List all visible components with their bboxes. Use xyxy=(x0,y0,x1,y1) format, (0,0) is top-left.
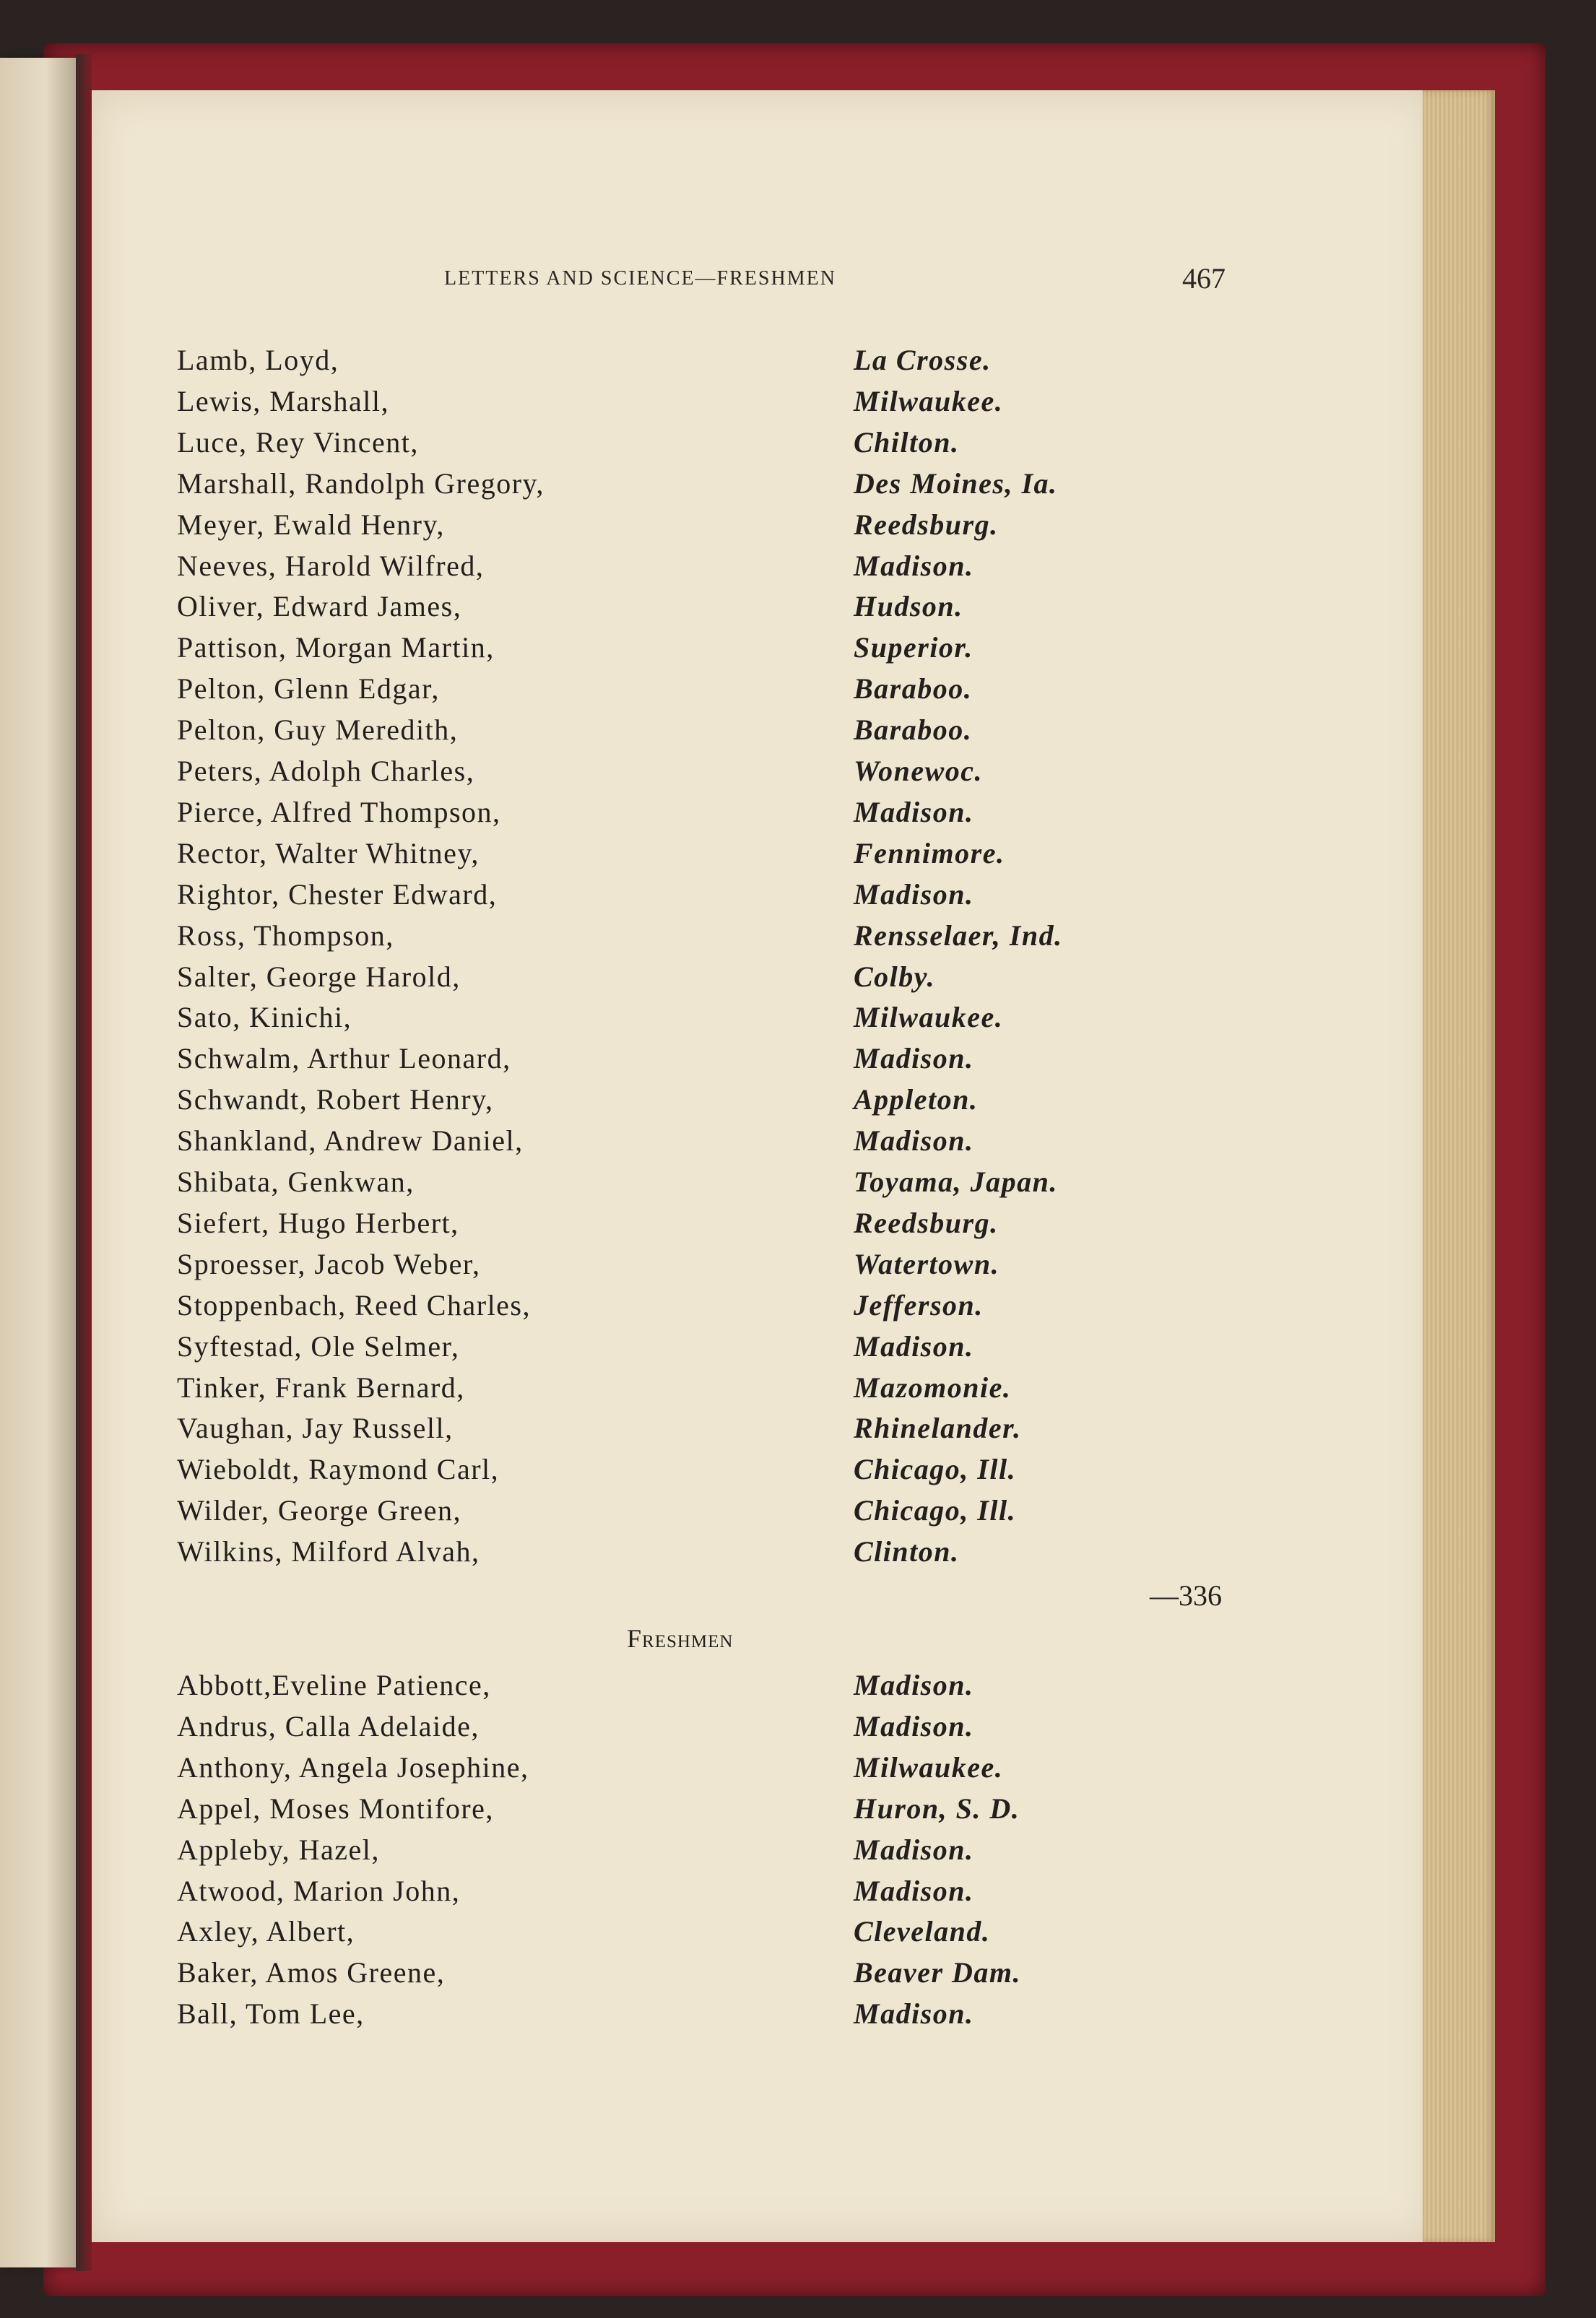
student-name: Rector, Walter Whitney, xyxy=(177,836,480,869)
list-item xyxy=(0,1124,1596,1165)
student-hometown: Watertown. xyxy=(854,1247,1000,1280)
student-hometown: Chilton. xyxy=(854,425,960,459)
student-name: Pelton, Guy Meredith, xyxy=(177,713,459,747)
list-item xyxy=(0,630,1596,672)
list-item xyxy=(0,589,1596,630)
list-item xyxy=(0,1000,1596,1041)
student-name: Sato, Kinichi, xyxy=(177,1001,352,1034)
list-item xyxy=(0,508,1596,549)
student-hometown: Madison. xyxy=(854,1874,974,1907)
student-name: Appel, Moses Montifore, xyxy=(177,1792,494,1825)
student-hometown: Fennimore. xyxy=(854,836,1005,869)
student-hometown: Wonewoc. xyxy=(854,755,984,787)
student-name: Wilkins, Milford Alvah, xyxy=(177,1535,480,1568)
student-name: Lamb, Loyd, xyxy=(177,344,339,376)
student-name: Ross, Thompson, xyxy=(177,919,394,952)
list-item xyxy=(0,1792,1596,1833)
list-item xyxy=(0,960,1596,1001)
student-hometown: Madison. xyxy=(854,1997,974,2031)
running-head: LETTERS AND SCIENCE—FRESHMEN xyxy=(444,267,836,290)
student-hometown: Chicago, Ill. xyxy=(854,1494,1017,1527)
student-name: Luce, Rey Vincent, xyxy=(177,425,419,459)
list-item xyxy=(0,1411,1596,1452)
list-item xyxy=(0,1329,1596,1371)
student-hometown: Madison. xyxy=(854,1124,974,1158)
list-item xyxy=(0,672,1596,713)
student-name: Ball, Tom Lee, xyxy=(177,1997,365,2031)
list-item xyxy=(0,384,1596,425)
list-item xyxy=(0,1955,1596,1997)
list-item xyxy=(0,1914,1596,1955)
list-item xyxy=(0,1041,1596,1082)
student-hometown: La Crosse. xyxy=(854,344,992,376)
student-hometown: Madison. xyxy=(854,1329,974,1363)
list-item xyxy=(0,1206,1596,1247)
student-hometown: Des Moines, Ia. xyxy=(854,466,1058,500)
student-name: Siefert, Hugo Herbert, xyxy=(177,1206,459,1239)
student-name: Marshall, Randolph Gregory, xyxy=(177,466,545,500)
student-hometown: Madison. xyxy=(854,1669,974,1701)
student-name: Schwandt, Robert Henry, xyxy=(177,1083,494,1116)
list-item xyxy=(0,1997,1596,2038)
list-item xyxy=(0,754,1596,795)
student-hometown: Madison. xyxy=(854,1042,974,1075)
list-item xyxy=(0,836,1596,877)
list-item xyxy=(0,1371,1596,1412)
student-hometown: Madison. xyxy=(854,795,974,828)
page-number: 467 xyxy=(1182,262,1226,295)
list-item xyxy=(0,795,1596,836)
student-name: Shankland, Andrew Daniel, xyxy=(177,1124,524,1158)
student-name: Wieboldt, Raymond Carl, xyxy=(177,1453,500,1486)
student-hometown: Milwaukee. xyxy=(854,384,1004,417)
student-hometown: Mazomonie. xyxy=(854,1371,1012,1404)
student-name: Oliver, Edward James, xyxy=(177,590,462,623)
list-item xyxy=(0,1452,1596,1493)
list-item xyxy=(0,343,1596,384)
student-hometown: Milwaukee. xyxy=(854,1001,1004,1034)
list-item xyxy=(0,549,1596,590)
student-name: Meyer, Ewald Henry, xyxy=(177,508,445,541)
student-hometown: Appleton. xyxy=(854,1083,979,1116)
list-item xyxy=(0,877,1596,919)
student-hometown: Madison. xyxy=(854,877,974,911)
student-hometown: Rensselaer, Ind. xyxy=(854,919,1063,952)
list-item xyxy=(0,1247,1596,1288)
student-name: Wilder, George Green, xyxy=(177,1494,462,1527)
list-item xyxy=(0,919,1596,960)
student-name: Rightor, Chester Edward, xyxy=(177,877,498,911)
student-hometown: Toyama, Japan. xyxy=(854,1165,1058,1198)
student-hometown: Madison. xyxy=(854,549,974,582)
student-hometown: Huron, S. D. xyxy=(854,1792,1020,1825)
list-item xyxy=(0,1535,1596,1576)
student-hometown: Rhinelander. xyxy=(854,1412,1022,1445)
student-name: Baker, Amos Greene, xyxy=(177,1956,446,1989)
list-item xyxy=(0,1750,1596,1792)
student-name: Schwalm, Arthur Leonard, xyxy=(177,1042,511,1075)
student-hometown: Clinton. xyxy=(854,1535,960,1568)
list-item xyxy=(0,1668,1596,1709)
list-item xyxy=(0,1833,1596,1874)
list-item xyxy=(0,466,1596,508)
student-hometown: Baraboo. xyxy=(854,672,973,706)
student-hometown: Milwaukee. xyxy=(854,1750,1004,1784)
student-hometown: Colby. xyxy=(854,960,936,993)
list-item xyxy=(0,713,1596,754)
student-name: Pierce, Alfred Thompson, xyxy=(177,795,501,828)
student-name: Stoppenbach, Reed Charles, xyxy=(177,1288,531,1321)
student-name: Sproesser, Jacob Weber, xyxy=(177,1247,481,1280)
student-name: Pelton, Glenn Edgar, xyxy=(177,672,440,706)
list-item xyxy=(0,1874,1596,1915)
student-hometown: Madison. xyxy=(854,1709,974,1742)
section-heading-freshmen: Freshmen xyxy=(627,1624,734,1653)
student-name: Vaughan, Jay Russell, xyxy=(177,1412,454,1445)
student-hometown: Cleveland. xyxy=(854,1915,991,1948)
list-item xyxy=(0,1165,1596,1206)
student-name: Tinker, Frank Bernard, xyxy=(177,1371,465,1404)
list-item xyxy=(0,425,1596,466)
student-hometown: Hudson. xyxy=(854,590,963,623)
student-name: Salter, George Harold, xyxy=(177,960,461,993)
student-hometown: Reedsburg. xyxy=(854,1206,999,1239)
list-item xyxy=(0,1082,1596,1124)
list-item xyxy=(0,1288,1596,1329)
student-name: Neeves, Harold Wilfred, xyxy=(177,549,485,582)
student-hometown: Reedsburg. xyxy=(854,508,999,541)
student-name: Anthony, Angela Josephine, xyxy=(177,1750,529,1784)
student-name: Abbott,Eveline Patience, xyxy=(177,1669,491,1701)
student-hometown: Jefferson. xyxy=(854,1288,984,1321)
student-name: Lewis, Marshall, xyxy=(177,384,389,417)
student-name: Shibata, Genkwan, xyxy=(177,1165,415,1198)
student-hometown: Madison. xyxy=(854,1833,974,1866)
student-name: Appleby, Hazel, xyxy=(177,1833,380,1866)
student-hometown: Superior. xyxy=(854,631,973,664)
student-name: Atwood, Marion John, xyxy=(177,1874,461,1907)
student-hometown: Baraboo. xyxy=(854,713,973,747)
student-hometown: Chicago, Ill. xyxy=(854,1453,1017,1486)
list-item xyxy=(0,1493,1596,1535)
student-name: Pattison, Morgan Martin, xyxy=(177,631,495,664)
student-total: —336 xyxy=(1150,1579,1222,1612)
student-name: Axley, Albert, xyxy=(177,1915,355,1948)
student-name: Peters, Adolph Charles, xyxy=(177,755,475,787)
list-item xyxy=(0,1709,1596,1750)
student-hometown: Beaver Dam. xyxy=(854,1956,1022,1989)
student-name: Andrus, Calla Adelaide, xyxy=(177,1709,480,1742)
student-name: Syftestad, Ole Selmer, xyxy=(177,1329,460,1363)
